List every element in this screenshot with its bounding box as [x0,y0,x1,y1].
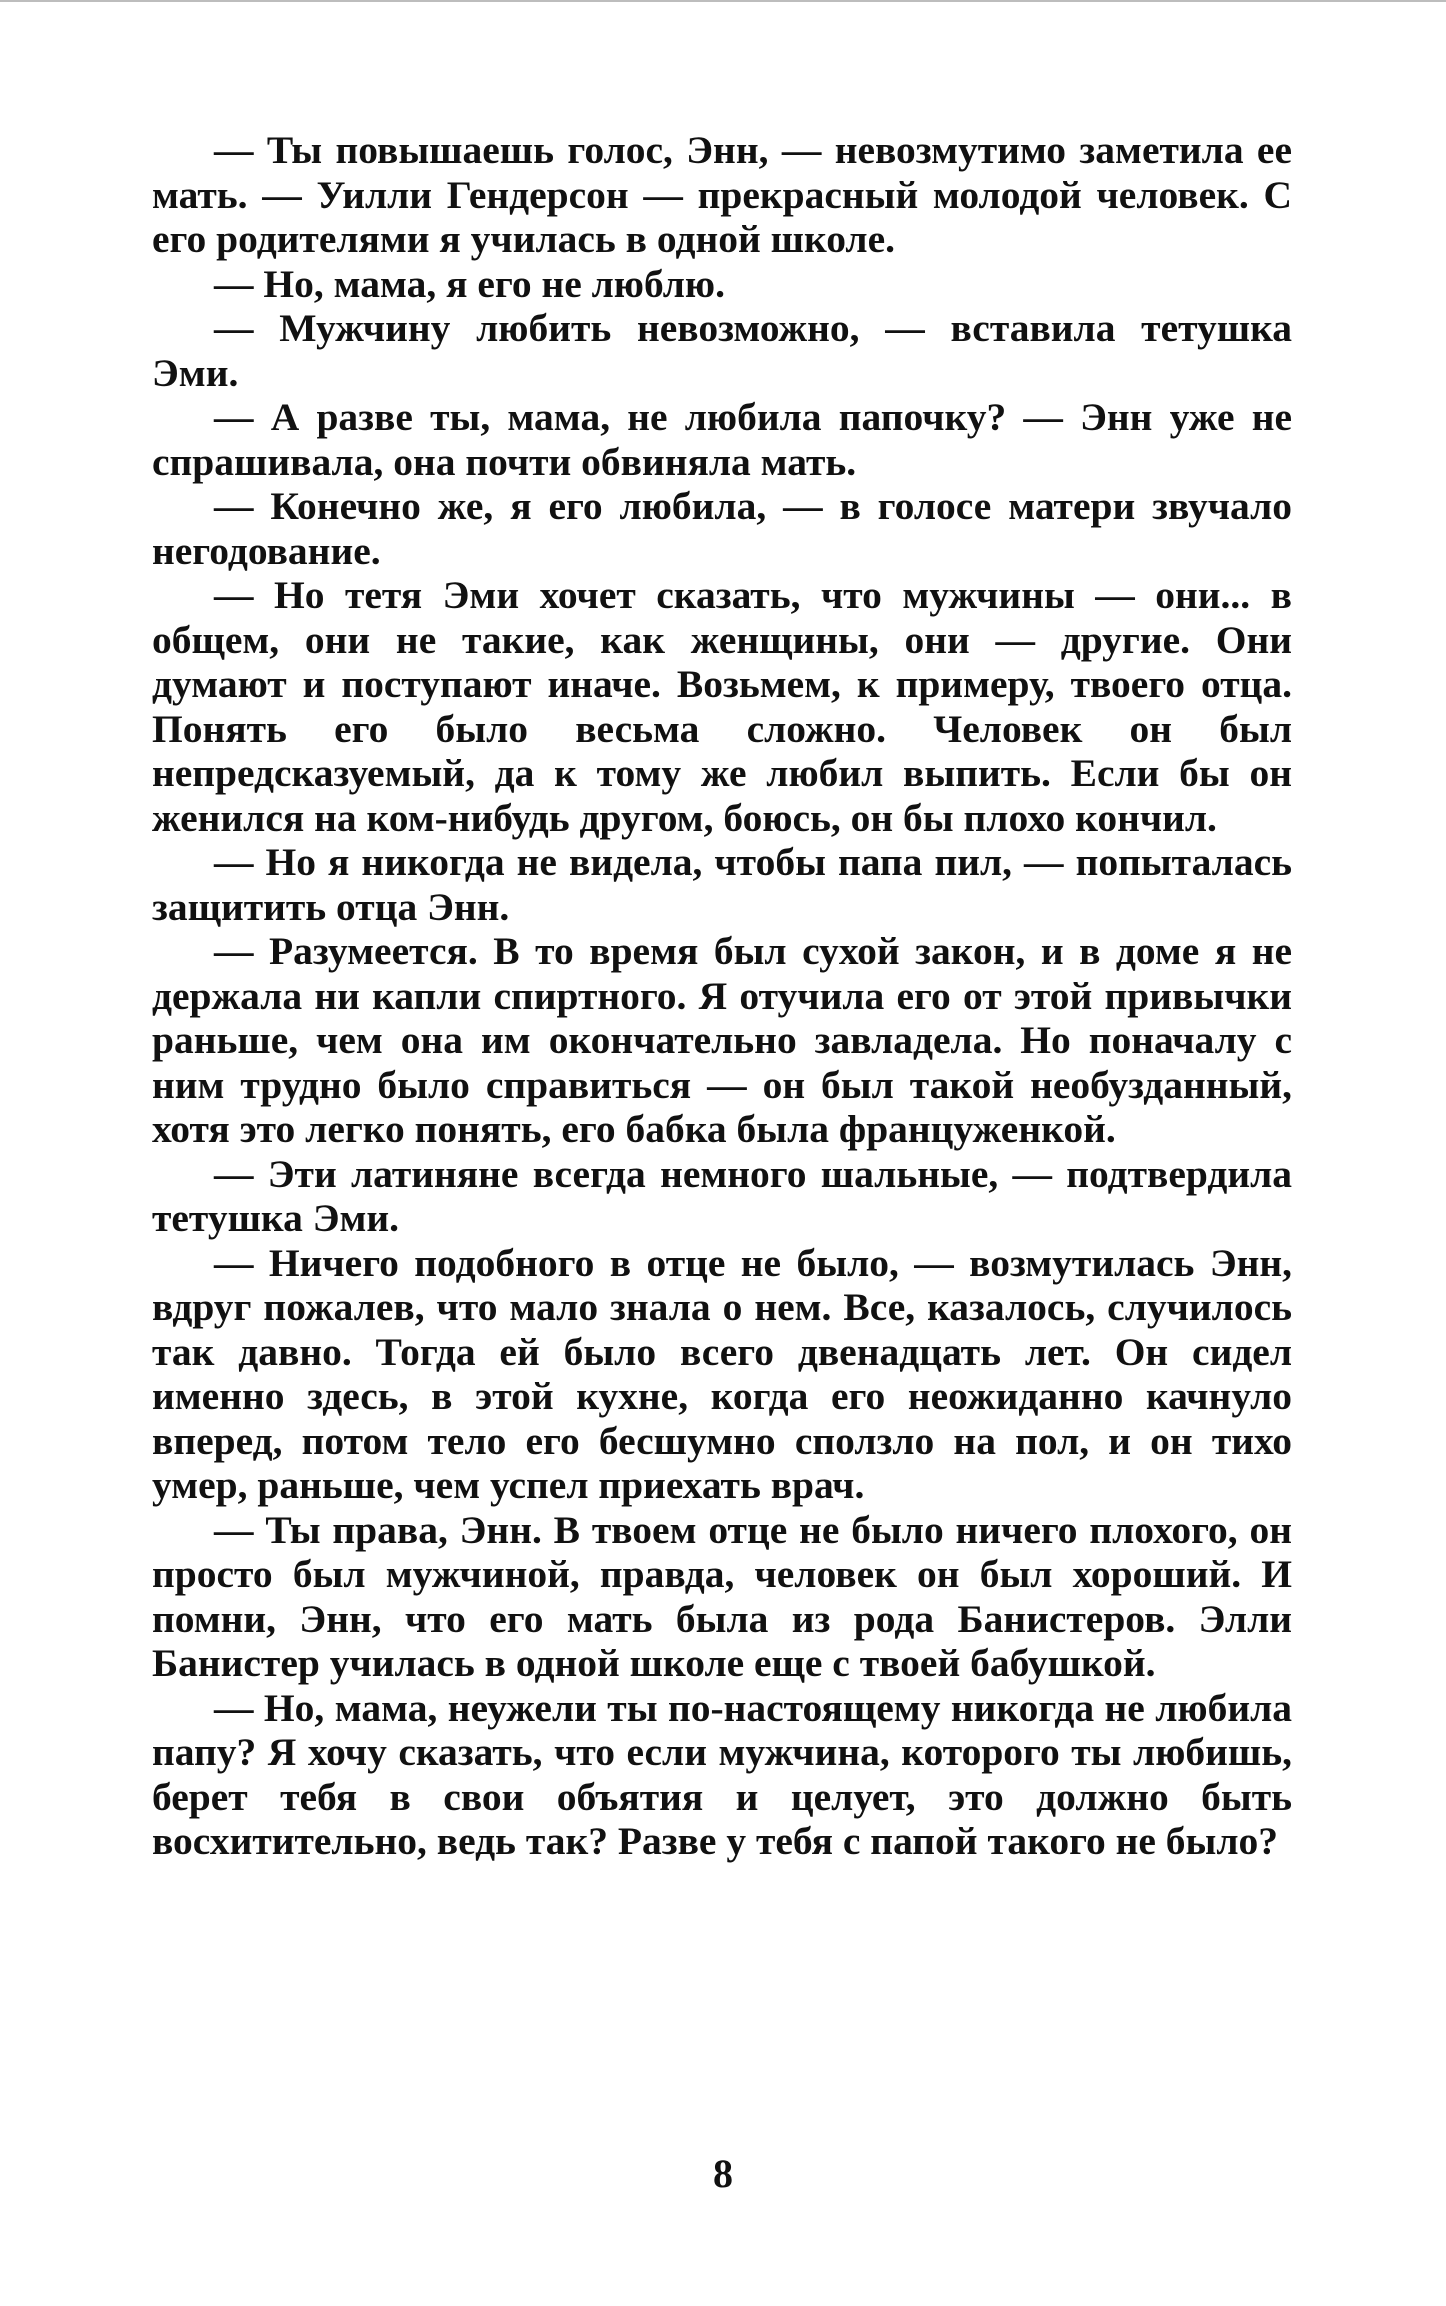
page-number: 8 [713,2151,733,2196]
paragraph: — Но я никогда не видела, чтобы папа пил, — попыталась защитить отца Энн. [152,840,1292,929]
paragraph: — Конечно же, я его любила, — в голосе матери звучало негодование. [152,484,1292,573]
paragraph: — Но, мама, неужели ты по-настоящему никогда не любила папу? Я хочу сказать, что если мужчина, которого ты любишь, берет тебя в свои объятия и целует, это должно быть восхитительно, ведь так? Разве у тебя с папой такого не было? [152,1685,1292,1863]
paragraph: — Ты повышаешь голос, Энн, — невозмутимо заметила ее мать. — Уилли Гендерсон — прекрасный молодой человек. С его родителями я училась в одной школе. [152,128,1292,261]
paragraph: — Ты права, Энн. В твоем отце не было ничего плохого, он просто был мужчиной, правда, человек он был хороший. И помни, Энн, что его мать была из рода Банистеров. Элли Банистер училась в одной школе еще с твоей бабушкой. [152,1507,1292,1685]
paragraph: — Ничего подобного в отце не было, — возмутилась Энн, вдруг пожалев, что мало знала о нем. Все, казалось, случилось так давно. Тогда ей было всего двенадцать лет. Он сидел именно здесь, в этой кухне, когда его неожиданно качнуло вперед, потом тело его бесшумно сползло на пол, и он тихо умер, раньше, чем успел приехать врач. [152,1240,1292,1507]
paragraph: — Разумеется. В то время был сухой закон, и в доме я не держала ни капли спиртного. Я отучила его от этой привычки раньше, чем она им окончательно завладела. Но поначалу с ним трудно было справиться — он был такой необузданный, хотя это легко понять, его бабка была француженкой. [152,929,1292,1151]
paragraph: — Эти латиняне всегда немного шальные, — подтвердила тетушка Эми. [152,1151,1292,1240]
paragraph: — Но, мама, я его не люблю. [214,261,725,306]
page-edge-rule [0,0,1446,2]
paragraph: — Но тетя Эми хочет сказать, что мужчины — они... в общем, они не такие, как женщины, они — другие. Они думают и поступают иначе. Возьмем, к примеру, твоего отца. Понять его было весьма сложно. Человек он был непредсказуемый, да к тому же любил выпить. Если бы он женился на ком-нибудь другом, боюсь, он бы плохо кончил. [152,573,1292,840]
paragraph: — А разве ты, мама, не любила папочку? — Энн уже не спрашивала, она почти обвиняла мать. [152,395,1292,484]
page-text [152,128,1292,1864]
paragraph: — Мужчину любить невозможно, — вставила тетушка Эми. [152,306,1292,395]
